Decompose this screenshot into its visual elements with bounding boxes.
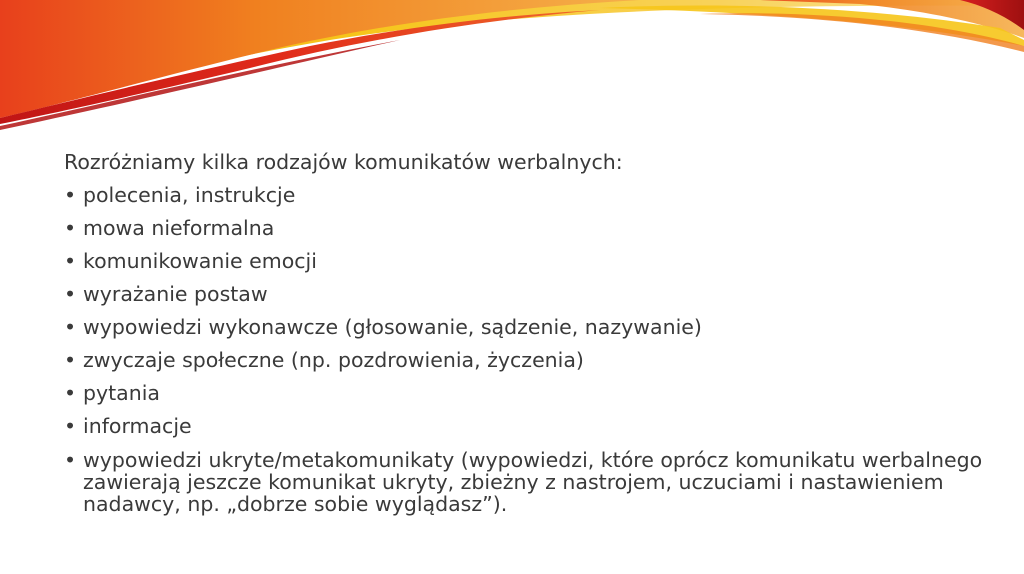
list-item-text: pytania xyxy=(83,381,160,405)
list-item-text: polecenia, instrukcje xyxy=(83,183,296,207)
list-item xyxy=(64,311,984,344)
bullet-icon: • xyxy=(64,315,77,339)
intro-text: Rozróżniamy kilka rodzajów komunikatów werbalnych: xyxy=(64,150,623,174)
bullet-icon: • xyxy=(64,414,77,438)
list-item-text: komunikowanie emocji xyxy=(83,249,317,273)
list-item-text: wyrażanie postaw xyxy=(83,282,268,306)
list-item xyxy=(64,245,984,278)
list-item xyxy=(64,377,984,410)
list-item-text: mowa nieformalna xyxy=(83,216,275,240)
bullet-icon: • xyxy=(64,216,77,240)
list-item xyxy=(64,179,984,212)
bullet-icon: • xyxy=(64,183,77,207)
list-item-text: wypowiedzi ukryte/metakomunikaty (wypowiedzi, które oprócz komunikatu werbalnego zawierają jeszcze komunikat ukryty, zbieżny z nastrojem, uczuciami i nastawieniem nadawcy, np. „dobrze sobie wyglądasz”). xyxy=(83,448,983,516)
list-item xyxy=(64,443,984,515)
list-item-text: zwyczaje społeczne (np. pozdrowienia, życzenia) xyxy=(83,348,584,372)
bullet-list xyxy=(64,179,984,515)
decorative-swoosh-banner xyxy=(0,0,1024,130)
list-item-text: informacje xyxy=(83,414,192,438)
list-item xyxy=(64,278,984,311)
bullet-icon: • xyxy=(64,249,77,273)
bullet-icon: • xyxy=(64,448,77,472)
slide-content xyxy=(64,146,984,515)
list-item xyxy=(64,410,984,443)
list-item xyxy=(64,212,984,245)
bullet-icon: • xyxy=(64,282,77,306)
list-item-text: wypowiedzi wykonawcze (głosowanie, sądzenie, nazywanie) xyxy=(83,315,702,339)
bullet-icon: • xyxy=(64,381,77,405)
bullet-icon: • xyxy=(64,348,77,372)
list-item xyxy=(64,344,984,377)
